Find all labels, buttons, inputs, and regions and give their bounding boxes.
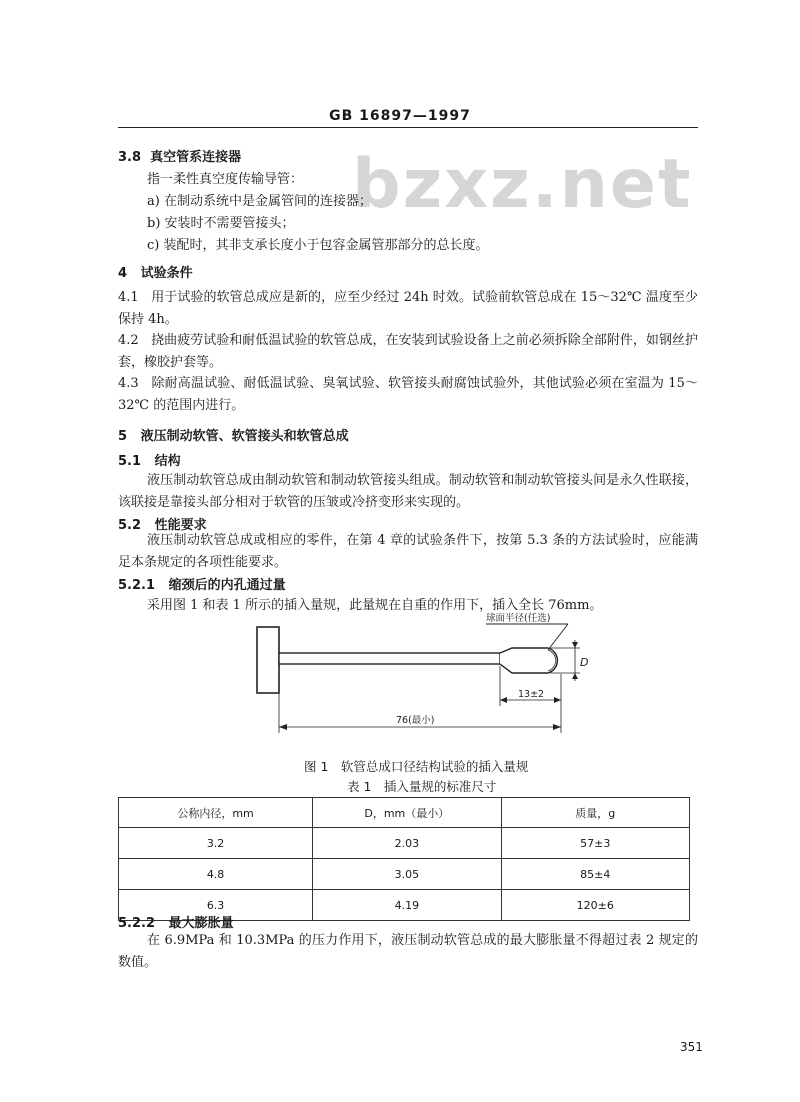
page-number: 351 — [680, 1040, 703, 1054]
table-cell: 57±3 — [501, 828, 689, 859]
table-caption: 表 1 插入量规的标准尺寸 — [347, 779, 497, 794]
clause-4-2 — [118, 330, 698, 374]
column-header: 公称内径，mm — [119, 798, 313, 828]
clause-text: 挠曲疲劳试验和耐低温试验的软管总成，在安装到试验设备上之前必须拆除全部附件，如钢丝护套，橡胶护套等。 — [118, 333, 698, 370]
section-title: 缩颈后的内孔通过量 — [168, 578, 286, 593]
d-arrow-top — [572, 642, 578, 648]
insertion-gauge-figure — [250, 610, 610, 740]
section-4-heading — [118, 262, 193, 281]
section-title: 真空管系连接器 — [150, 150, 242, 165]
table-row — [119, 828, 690, 859]
table-cell: 3.2 — [119, 828, 313, 859]
section-title: 性能要求 — [154, 518, 207, 533]
list-item: a) 在制动系统中是金属管间的连接器； — [147, 194, 372, 209]
section-number: 5.2.1 — [118, 578, 156, 593]
section-5-2-2-text: 在 6.9MPa 和 10.3MPa 的压力作用下，液压制动软管总成的最大膨胀量不得超过表 2 规定的数值。 — [118, 933, 698, 970]
table-cell: 120±6 — [501, 890, 689, 921]
clause-4-1 — [118, 287, 698, 331]
radius-label: 球面半径(任选) — [486, 613, 551, 624]
section-5-1-heading — [118, 450, 181, 469]
list-item: c) 装配时，其非支承长度小于包容金属管那部分的总长度。 — [147, 238, 489, 253]
table-header-row — [119, 798, 690, 828]
clause-number: 4.1 — [118, 290, 139, 305]
section-number: 5.1 — [118, 454, 142, 469]
section-5-2-1-text: 采用图 1 和表 1 所示的插入量规，此量规在自重的作用下，插入全长 76mm。 — [147, 598, 603, 613]
header-rule — [118, 127, 698, 128]
table-cell: 3.05 — [313, 859, 501, 890]
section-3-8-intro: 指一柔性真空度传输导管： — [147, 172, 304, 187]
section-3-8-heading — [118, 146, 241, 165]
gauge-handle — [257, 627, 279, 693]
section-number: 4 — [118, 266, 128, 281]
section-title: 液压制动软管、软管接头和软管总成 — [140, 429, 349, 444]
dim-13-label: 13±2 — [518, 689, 545, 700]
arrow — [554, 697, 561, 703]
radius-leader — [548, 624, 568, 650]
arrow — [279, 724, 287, 730]
column-header: 质量，g — [501, 798, 689, 828]
table-cell: 4.19 — [313, 890, 501, 921]
clause-text: 用于试验的软管总成应是新的，应至少经过 24h 时效。试验前软管总成在 15～32℃ 温度至少保持 4h。 — [118, 290, 698, 327]
clause-number: 4.3 — [118, 376, 139, 391]
insertion-gauge-table — [118, 797, 690, 921]
arrow — [553, 724, 561, 730]
clause-text: 除耐高温试验、耐低温试验、臭氧试验、软管接头耐腐蚀试验外，其他试验必须在室温为 15～32℃ 的范围内进行。 — [118, 376, 698, 413]
table-cell: 2.03 — [313, 828, 501, 859]
column-header: D，mm（最小） — [313, 798, 501, 828]
clause-4-3 — [118, 373, 698, 417]
section-title: 结构 — [154, 454, 181, 469]
section-number: 5 — [118, 429, 128, 444]
section-title: 试验条件 — [140, 266, 193, 281]
section-number: 5.2.2 — [118, 916, 156, 931]
gauge-shaft — [279, 653, 500, 664]
clause-number: 4.2 — [118, 333, 139, 348]
watermark: bzxz.net — [352, 145, 693, 224]
section-title: 最大膨胀量 — [168, 916, 234, 931]
d-arrow-bottom — [572, 673, 578, 679]
section-5-heading — [118, 425, 349, 444]
table-cell: 6.3 — [119, 890, 313, 921]
table-cell: 85±4 — [501, 859, 689, 890]
section-number: 3.8 — [118, 150, 142, 165]
section-5-2-1-heading — [118, 574, 286, 593]
gauge-tip — [500, 648, 557, 673]
list-item: b) 安装时不需要管接头； — [147, 216, 295, 231]
d-label: D — [580, 656, 589, 669]
section-5-2-text: 液压制动软管总成或相应的零件，在第 4 章的试验条件下，按第 5.3 条的方法试验时，应能满足本条规定的各项性能要求。 — [118, 533, 698, 570]
table-row — [119, 859, 690, 890]
section-5-1-text: 液压制动软管总成由制动软管和制动软管接头组成。制动软管和制动软管接头间是永久性联接，该联接是靠接头部分相对于软管的压皱或冷挤变形来实现的。 — [118, 473, 698, 510]
section-5-2-2-heading — [118, 912, 234, 931]
section-number: 5.2 — [118, 518, 142, 533]
arrow — [500, 697, 507, 703]
table-cell: 4.8 — [119, 859, 313, 890]
dim-76-label: 76(最小) — [396, 715, 435, 726]
figure-caption: 图 1 软管总成口径结构试验的插入量规 — [304, 759, 529, 774]
standard-number: GB 16897—1997 — [329, 108, 471, 124]
